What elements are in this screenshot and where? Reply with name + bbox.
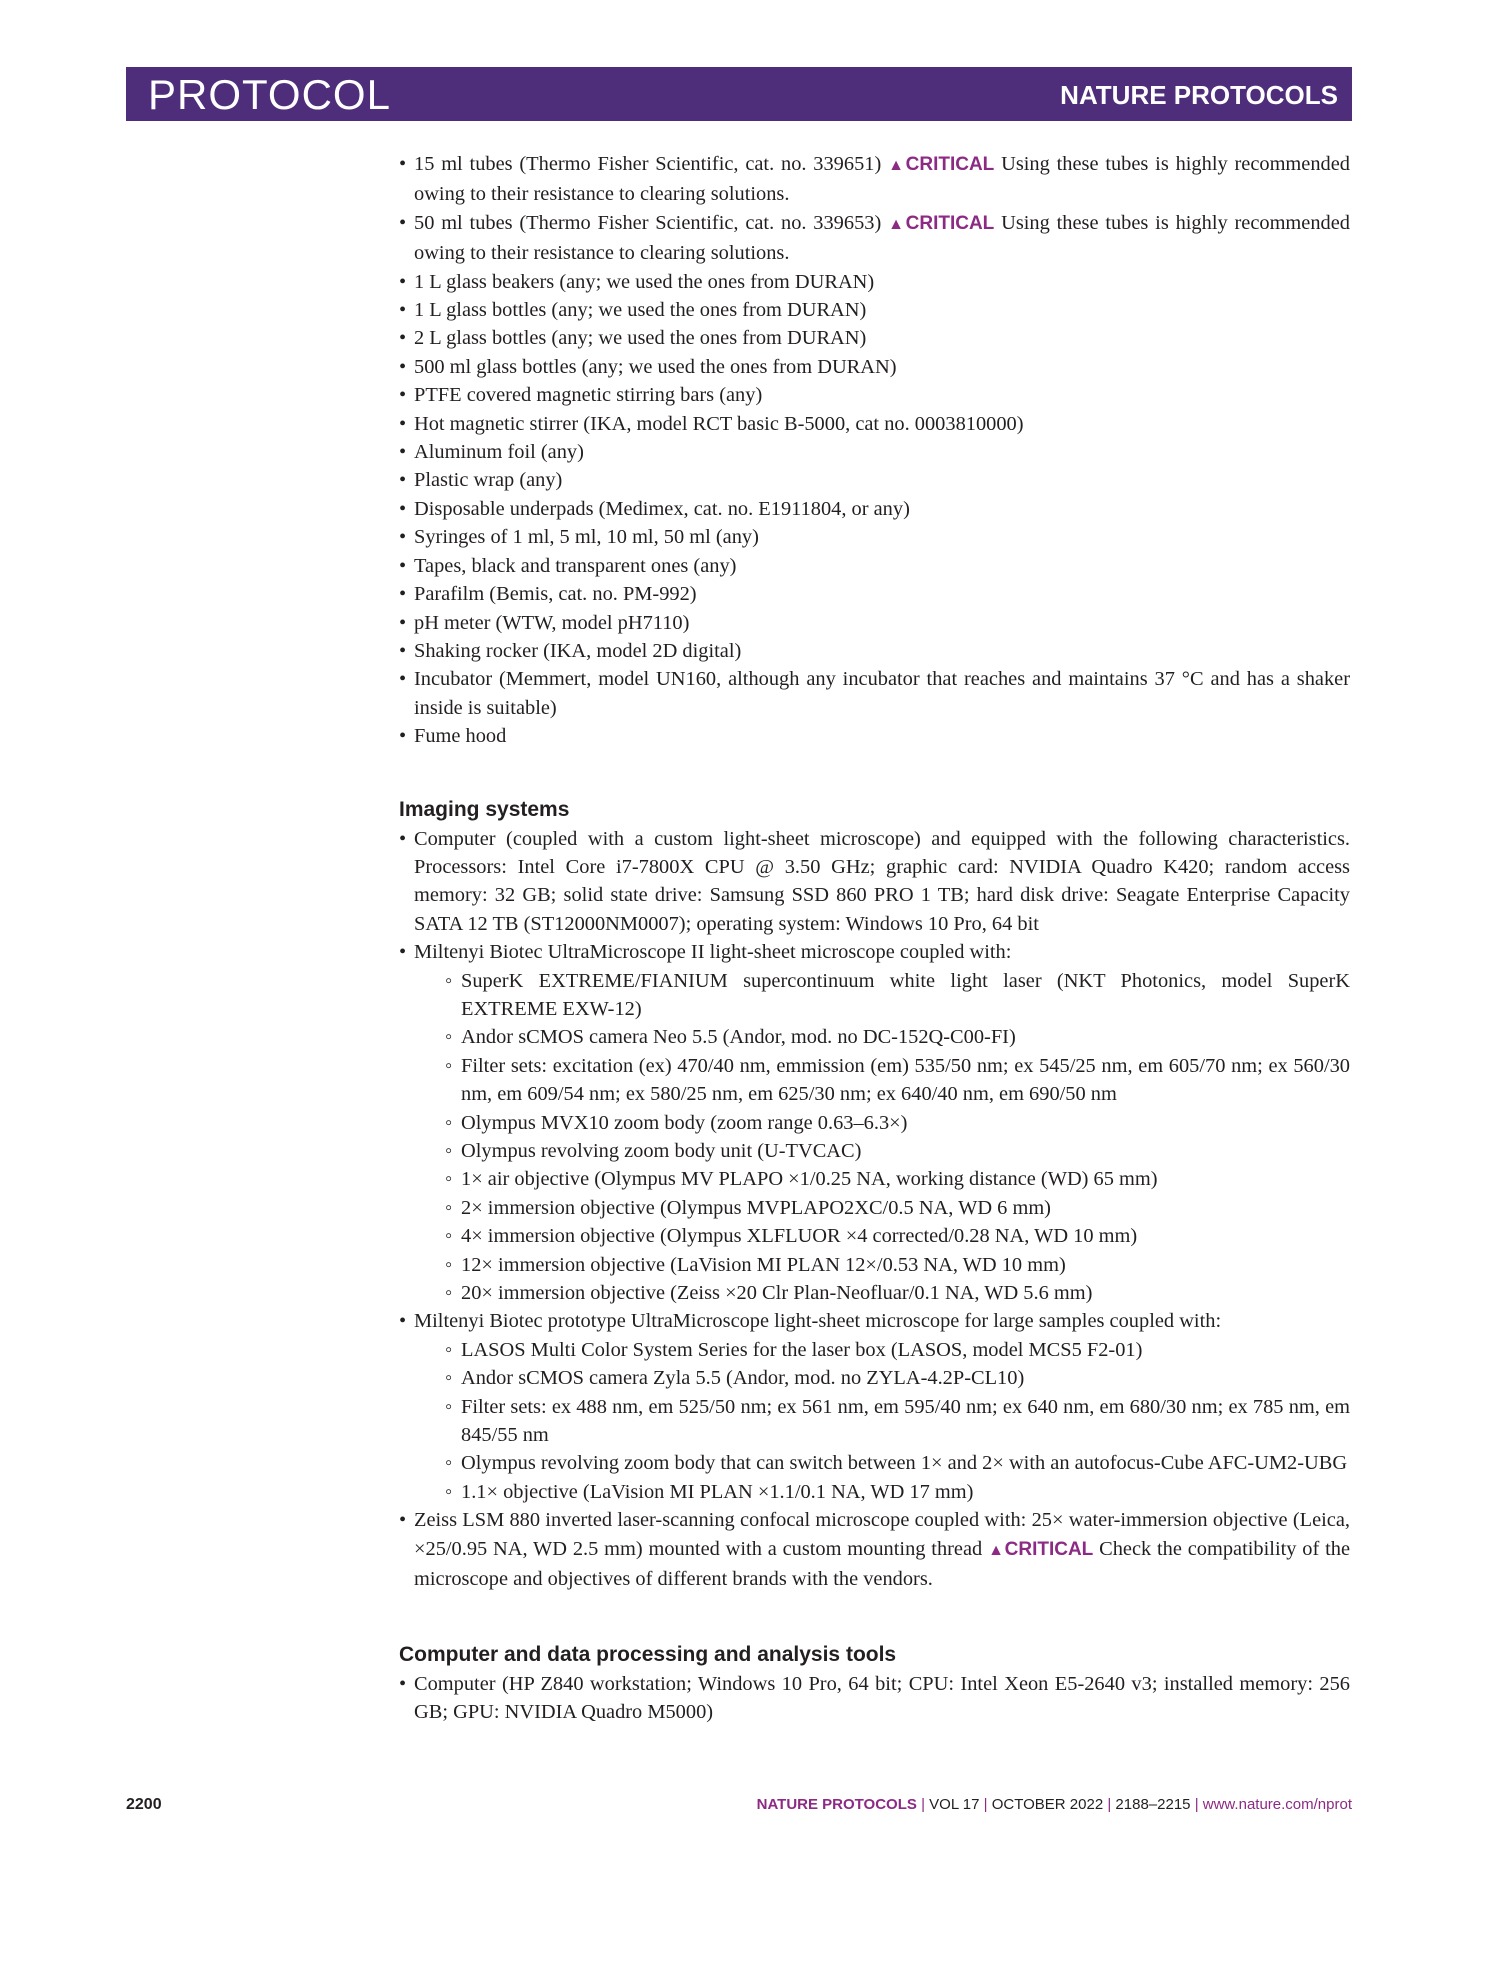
list-item: • Incubator (Memmert, model UN160, although any incubator that reaches and maintains 37 °C and has a shaker inside is suitable) bbox=[399, 665, 1350, 722]
list-item: • Zeiss LSM 880 inverted laser-scanning confocal microscope coupled with: 25× water-immersion objective (Leica, ×25/0.95 NA, WD 2.5 mm) mounted with a custom mounting thread ▲CRITICAL Check the compatibility of the microscope and objectives of different brands with the vendors. bbox=[399, 1506, 1350, 1593]
list-item: • Computer (HP Z840 workstation; Windows 10 Pro, 64 bit; CPU: Intel Xeon E5-2640 v3; installed memory: 256 GB; GPU: NVIDIA Quadro M5000) bbox=[399, 1670, 1350, 1727]
critical-triangle-icon: ▲ bbox=[888, 157, 906, 174]
sub-list-item: ◦ 12× immersion objective (LaVision MI PLAN 12×/0.53 NA, WD 10 mm) bbox=[414, 1251, 1350, 1279]
section-label: PROTOCOL bbox=[148, 71, 391, 118]
list-item: • 500 ml glass bottles (any; we used the ones from DURAN) bbox=[399, 353, 1350, 381]
imaging-list bbox=[399, 825, 1350, 1594]
sub-list-item: ◦ 2× immersion objective (Olympus MVPLAPO2XC/0.5 NA, WD 6 mm) bbox=[414, 1194, 1350, 1222]
list-item: • 1 L glass bottles (any; we used the ones from DURAN) bbox=[399, 296, 1350, 324]
journal-name: NATURE PROTOCOLS bbox=[1060, 80, 1338, 110]
sub-list-item: ◦ Filter sets: excitation (ex) 470/40 nm, emmission (em) 535/50 nm; ex 545/25 nm, em 605/70 nm; ex 560/30 nm, em 609/54 nm; ex 580/25 nm, em 625/30 nm; ex 640/40 nm, em 690/50 nm bbox=[414, 1052, 1350, 1109]
analysis-tools-section bbox=[399, 1640, 1350, 1727]
citation: NATURE PROTOCOLS | VOL 17 | OCTOBER 2022 | 2188–2215 | www.nature.com/nprot bbox=[756, 1796, 1352, 1813]
list-item: • Computer (coupled with a custom light-sheet microscope) and equipped with the following characteristics. Processors: Intel Core i7-7800X CPU @ 3.50 GHz; graphic card: NVIDIA Quadro K420; random access memory: 32 GB; solid state drive: Samsung SSD 860 PRO 1 TB; hard disk drive: Seagate Enterprise Capacity SATA 12 TB (ST12000NM0007); operating system: Windows 10 Pro, 64 bit bbox=[399, 825, 1350, 939]
list-item: • 1 L glass beakers (any; we used the ones from DURAN) bbox=[399, 268, 1350, 296]
list-item: • 50 ml tubes (Thermo Fisher Scientific, cat. no. 339653) ▲CRITICAL Using these tubes is highly recommended owing to their resistance to clearing solutions. bbox=[399, 209, 1350, 268]
page-number: 2200 bbox=[126, 1796, 162, 1813]
critical-triangle-icon: ▲ bbox=[888, 215, 906, 233]
critical-label: ▲CRITICAL bbox=[888, 212, 995, 234]
sub-list bbox=[414, 1336, 1350, 1506]
tools-list bbox=[399, 1670, 1350, 1727]
list-item: • Fume hood bbox=[399, 722, 1350, 750]
critical-label: ▲CRITICAL bbox=[988, 1538, 1094, 1560]
list-item: • Hot magnetic stirrer (IKA, model RCT basic B-5000, cat no. 0003810000) bbox=[399, 410, 1350, 438]
sub-list-item: ◦ 4× immersion objective (Olympus XLFLUOR ×4 corrected/0.28 NA, WD 10 mm) bbox=[414, 1222, 1350, 1250]
list-item: • Syringes of 1 ml, 5 ml, 10 ml, 50 ml (any) bbox=[399, 523, 1350, 551]
footer-date: OCTOBER 2022 bbox=[991, 1796, 1104, 1813]
section-heading: Imaging systems bbox=[399, 797, 570, 821]
page-header bbox=[126, 67, 1352, 121]
equipment-list bbox=[399, 150, 1350, 751]
sub-list-item: ◦ 1.1× objective (LaVision MI PLAN ×1.1/0.1 NA, WD 17 mm) bbox=[414, 1478, 1350, 1506]
sub-list-item: ◦ Filter sets: ex 488 nm, em 525/50 nm; ex 561 nm, em 595/40 nm; ex 640 nm, em 680/30 nm; ex 785 nm, em 845/55 nm bbox=[414, 1393, 1350, 1450]
sub-list-item: ◦ SuperK EXTREME/FIANIUM supercontinuum white light laser (NKT Photonics, model SuperK EXTREME EXW-12) bbox=[414, 967, 1350, 1024]
list-item: • 2 L glass bottles (any; we used the ones from DURAN) bbox=[399, 324, 1350, 352]
list-item: • PTFE covered magnetic stirring bars (any) bbox=[399, 381, 1350, 409]
sub-list bbox=[414, 967, 1350, 1308]
critical-label: ▲CRITICAL bbox=[888, 154, 995, 175]
list-item: • Plastic wrap (any) bbox=[399, 466, 1350, 494]
list-item: • Aluminum foil (any) bbox=[399, 438, 1350, 466]
sub-list-item: ◦ Olympus MVX10 zoom body (zoom range 0.63–6.3×) bbox=[414, 1109, 1350, 1137]
page-content bbox=[399, 150, 1350, 1726]
sub-list-item: ◦ 20× immersion objective (Zeiss ×20 Clr Plan-Neofluar/0.1 NA, WD 5.6 mm) bbox=[414, 1279, 1350, 1307]
list-item: • 15 ml tubes (Thermo Fisher Scientific, cat. no. 339651) ▲CRITICAL Using these tubes is highly recommended owing to their resistance to clearing solutions. bbox=[399, 150, 1350, 209]
footer-journal: NATURE PROTOCOLS bbox=[756, 1796, 917, 1813]
sub-list-item: ◦ Olympus revolving zoom body that can switch between 1× and 2× with an autofocus-Cube AFC-UM2-UBG bbox=[414, 1449, 1350, 1477]
list-item: • pH meter (WTW, model pH7110) bbox=[399, 609, 1350, 637]
footer-url-link[interactable]: www.nature.com/nprot bbox=[1202, 1796, 1352, 1813]
sub-list-item: ◦ Andor sCMOS camera Neo 5.5 (Andor, mod. no DC-152Q-C00-FI) bbox=[414, 1023, 1350, 1051]
sub-list-item: ◦ 1× air objective (Olympus MV PLAPO ×1/0.25 NA, working distance (WD) 65 mm) bbox=[414, 1165, 1350, 1193]
imaging-systems-section bbox=[399, 795, 1350, 1594]
list-item: • Disposable underpads (Medimex, cat. no. E1911804, or any) bbox=[399, 495, 1350, 523]
critical-triangle-icon: ▲ bbox=[988, 1541, 1005, 1559]
footer-pages: 2188–2215 bbox=[1115, 1796, 1191, 1813]
sub-list-item: ◦ LASOS Multi Color System Series for the laser box (LASOS, model MCS5 F2-01) bbox=[414, 1336, 1350, 1364]
list-item: • Tapes, black and transparent ones (any) bbox=[399, 552, 1350, 580]
list-item: • Miltenyi Biotec UltraMicroscope II light-sheet microscope coupled with: ◦ SuperK EXTREME/FIANIUM supercontinuum white light laser (NKT Photonics, model SuperK EXTREME EXW-12) ◦ Andor sCMOS camera Neo 5.5 (Andor, mod. no DC-152Q-C00-FI) ◦ Filter sets: excitation (ex) 470/40 nm, emmission (em) 535/50 nm; ex 545/25 nm, em 605/70 nm; ex 560/30 nm, em 609/54 nm; ex 580/25 nm, em 625/30 nm; ex 640/40 nm, em 690/50 nm ◦ Olympus MVX10 zoom body (zoom range 0.63–6.3×) ◦ Olympus revolving zoom body unit (U-TVCAC) ◦ 1× air objective (Olympus MV PLAPO ×1/0.25 NA, working distance (WD) 65 mm) ◦ 2× immersion objective (Olympus MVPLAPO2XC/0.5 NA, WD 6 mm) ◦ 4× immersion objective (Olympus XLFLUOR ×4 corrected/0.28 NA, WD 10 mm) ◦ 12× immersion objective (LaVision MI PLAN 12×/0.53 NA, WD 10 mm) ◦ 20× immersion objective (Zeiss ×20 Clr Plan-Neofluar/0.1 NA, WD 5.6 mm) bbox=[399, 938, 1350, 1307]
list-item: • Shaking rocker (IKA, model 2D digital) bbox=[399, 637, 1350, 665]
sub-list-item: ◦ Andor sCMOS camera Zyla 5.5 (Andor, mod. no ZYLA-4.2P-CL10) bbox=[414, 1364, 1350, 1392]
sub-list-item: ◦ Olympus revolving zoom body unit (U-TVCAC) bbox=[414, 1137, 1350, 1165]
footer-volume: VOL 17 bbox=[929, 1796, 980, 1813]
list-item: • Miltenyi Biotec prototype UltraMicroscope light-sheet microscope for large samples coupled with: ◦ LASOS Multi Color System Series for the laser box (LASOS, model MCS5 F2-01) ◦ Andor sCMOS camera Zyla 5.5 (Andor, mod. no ZYLA-4.2P-CL10) ◦ Filter sets: ex 488 nm, em 525/50 nm; ex 561 nm, em 595/40 nm; ex 640 nm, em 680/30 nm; ex 785 nm, em 845/55 nm ◦ Olympus revolving zoom body that can switch between 1× and 2× with an autofocus-Cube AFC-UM2-UBG ◦ 1.1× objective (LaVision MI PLAN ×1.1/0.1 NA, WD 17 mm) bbox=[399, 1307, 1350, 1506]
section-heading: Computer and data processing and analysis tools bbox=[399, 1642, 897, 1666]
list-item: • Parafilm (Bemis, cat. no. PM-992) bbox=[399, 580, 1350, 608]
page-footer bbox=[126, 1796, 1352, 1820]
